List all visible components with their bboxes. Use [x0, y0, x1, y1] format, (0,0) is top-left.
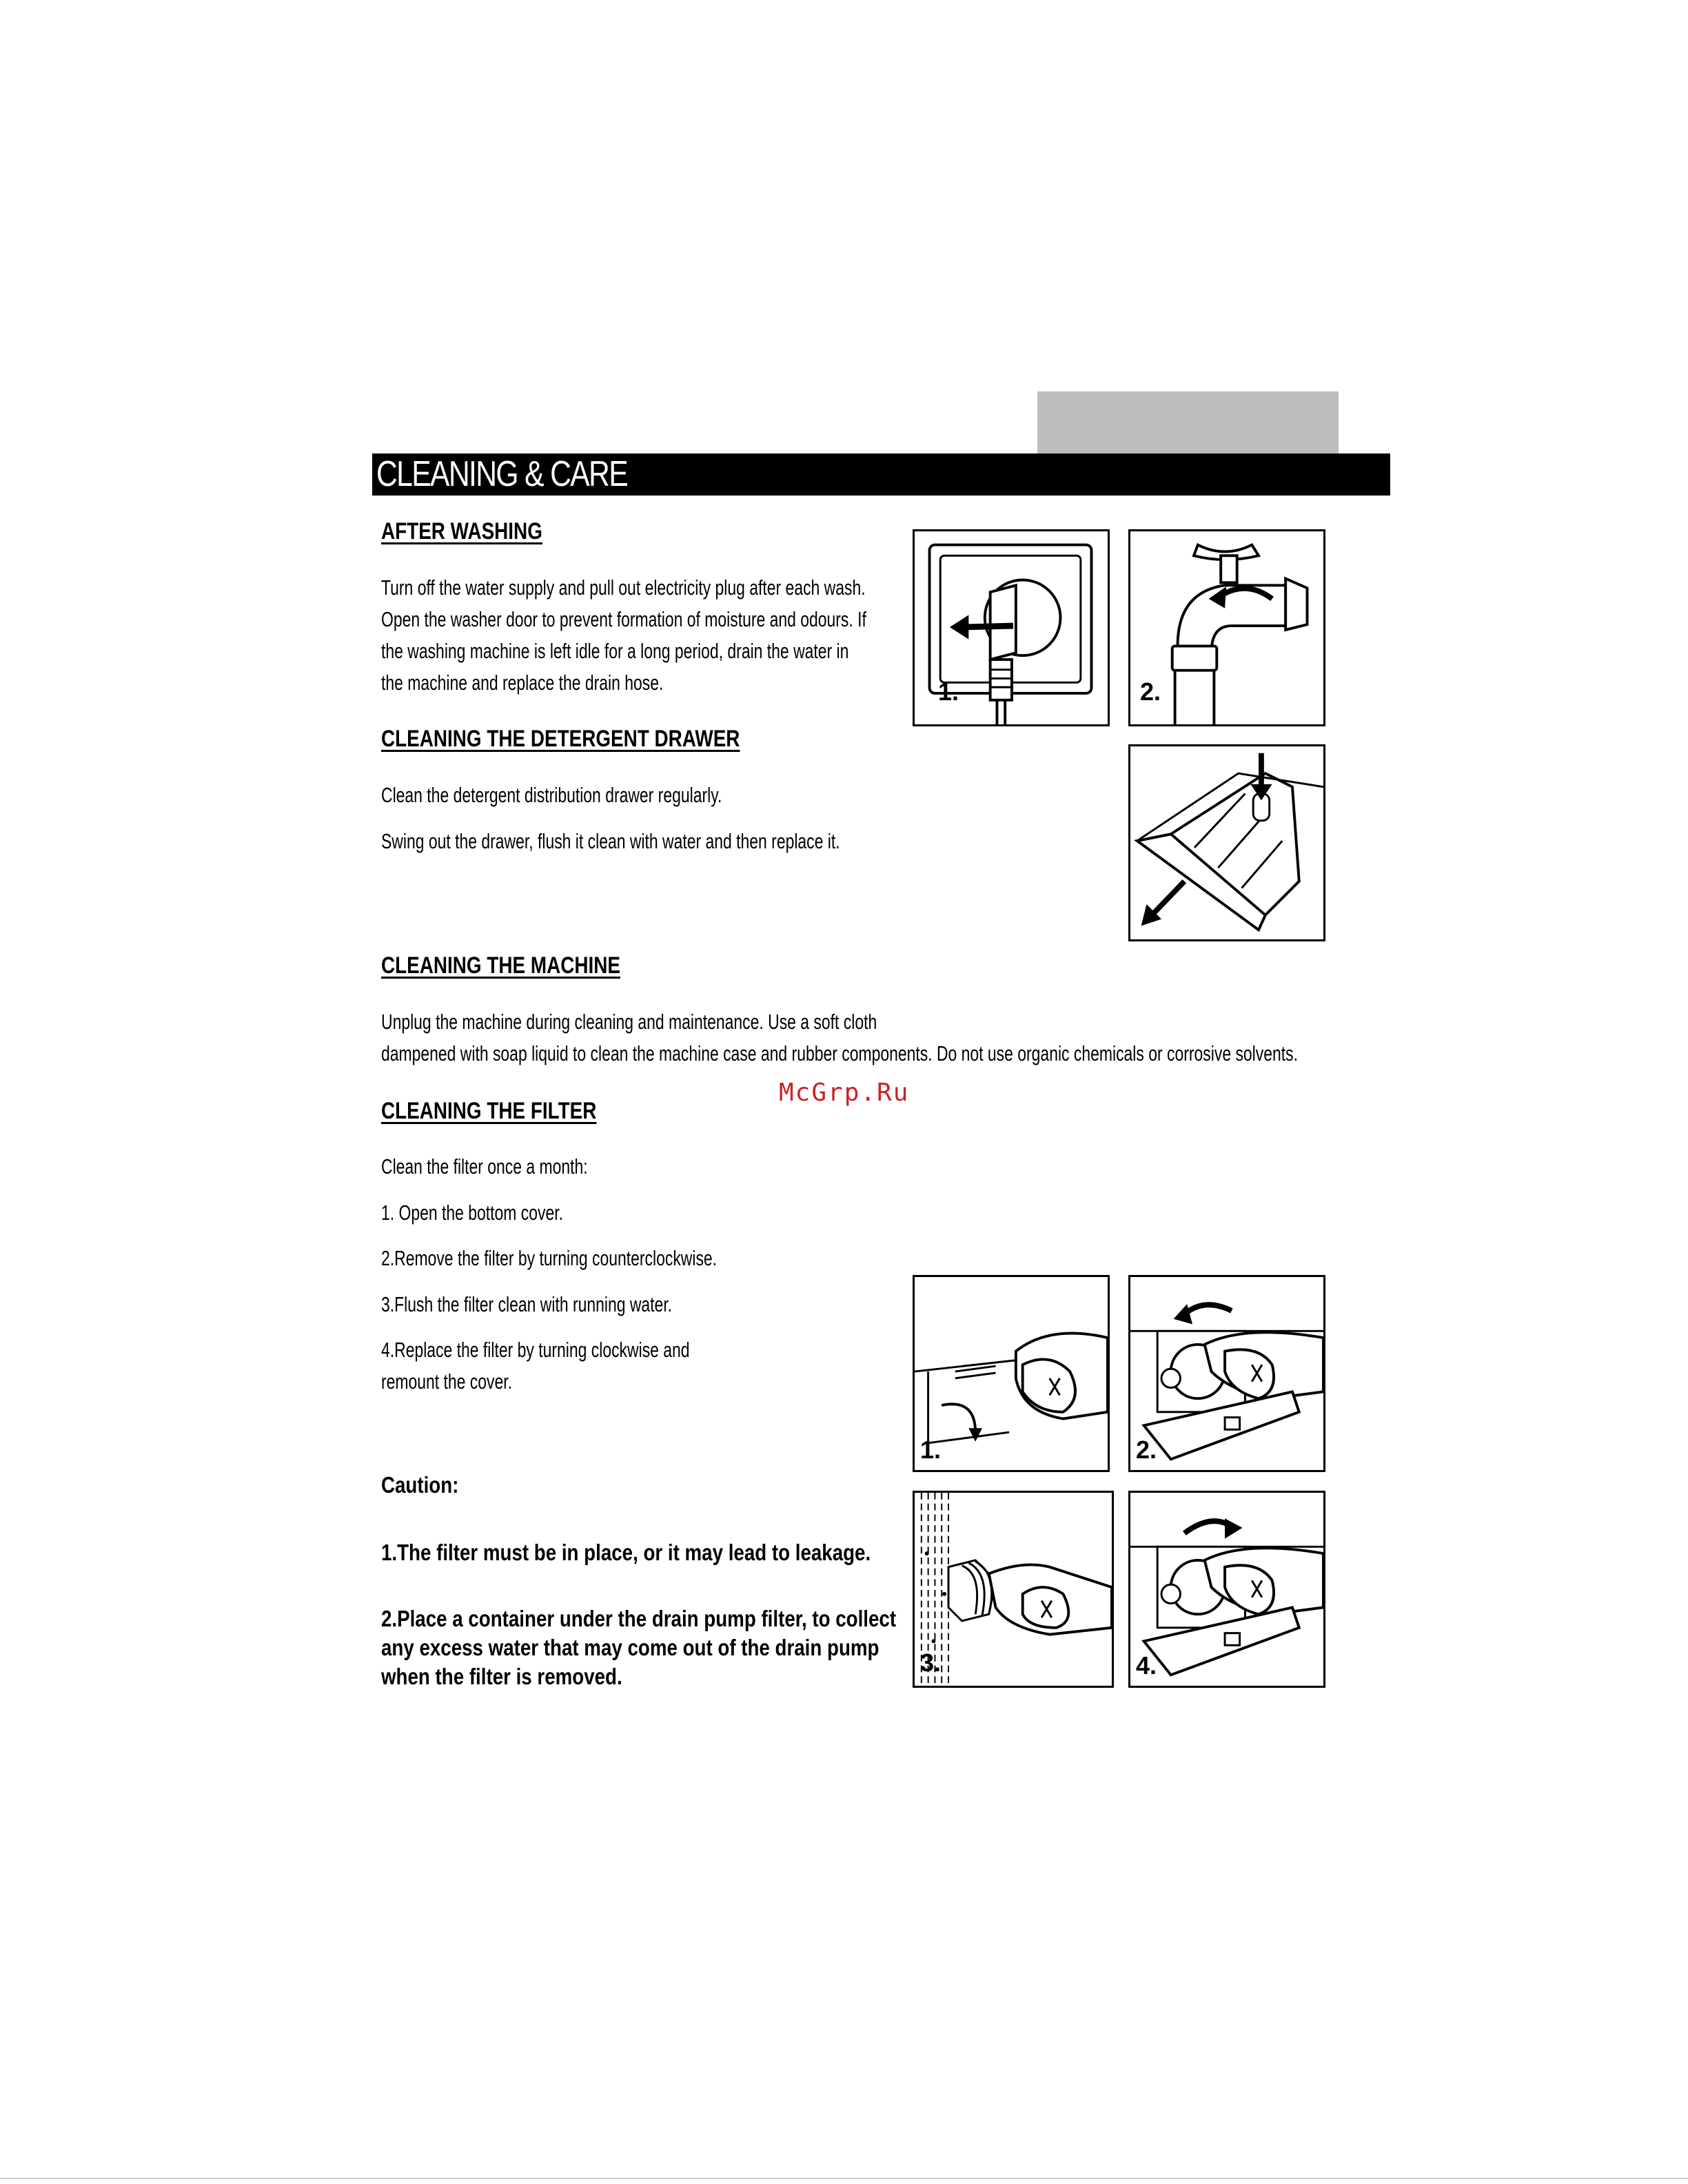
heading-cleaning-filter: CLEANING THE FILTER: [381, 1098, 597, 1124]
after-washing-line-2: Open the washer door to prevent formation of moisture and odours. If: [381, 607, 866, 631]
filter-line-1: Clean the filter once a month:: [381, 1154, 588, 1178]
watermark: McGrp.Ru: [779, 1079, 910, 1107]
title-bar: [372, 453, 1390, 496]
caution-item-2-line-1: 2.Place a container under the drain pump filter, to collect: [381, 1606, 897, 1631]
header-gray-tab: [1037, 391, 1339, 453]
after-washing-line-1: Turn off the water supply and pull out electricity plug after each wash.: [381, 575, 866, 600]
filter-step-4-cont: remount the cover.: [381, 1369, 512, 1394]
figure-label: 3.: [920, 1649, 942, 1677]
machine-line-2: dampened with soap liquid to clean the machine case and rubber components. Do not use organic chemicals or corrosive solvents.: [381, 1041, 1298, 1065]
figure-water-tap: [1128, 529, 1325, 726]
vertical-dots-icon: [1669, 458, 1678, 497]
remove-filter-illustration: [1130, 1277, 1323, 1470]
figure-detergent-drawer: [1128, 744, 1325, 941]
figure-label: 2.: [1140, 677, 1161, 706]
filter-step-4: 4.Replace the filter by turning clockwise and: [381, 1338, 690, 1362]
figure-filter-step-3: [913, 1491, 1114, 1688]
caution-item-1: 1.The filter must be in place, or it may lead to leakage.: [381, 1540, 871, 1565]
heading-after-washing: AFTER WASHING: [381, 518, 542, 544]
figure-filter-step-4: [1128, 1491, 1325, 1688]
page-title: CLEANING & CARE: [376, 454, 627, 494]
figure-filter-step-2: [1128, 1275, 1325, 1472]
detergent-line-1: Clean the detergent distribution drawer regularly.: [381, 783, 722, 807]
figure-filter-step-1: [913, 1275, 1110, 1472]
filter-step-2: 2.Remove the filter by turning counterclockwise.: [381, 1246, 718, 1270]
after-washing-line-4: the machine and replace the drain hose.: [381, 671, 664, 695]
detergent-line-2: Swing out the drawer, flush it clean with water and then replace it.: [381, 829, 840, 853]
figure-label: 2.: [1136, 1436, 1157, 1464]
filter-step-3: 3.Flush the filter clean with running water.: [381, 1292, 673, 1316]
bottom-divider: [0, 2178, 1688, 2179]
figure-label: 4.: [1136, 1651, 1157, 1680]
flush-filter-illustration: [915, 1493, 1112, 1686]
figure-label: 1.: [920, 1436, 942, 1464]
heading-cleaning-machine: CLEANING THE MACHINE: [381, 952, 620, 979]
heading-detergent-drawer: CLEANING THE DETERGENT DRAWER: [381, 726, 740, 752]
figure-unplug: [913, 529, 1110, 726]
detergent-drawer-illustration: [1130, 746, 1323, 939]
caution-label: Caution:: [381, 1472, 459, 1498]
open-cover-illustration: [915, 1277, 1108, 1470]
replace-filter-illustration: [1130, 1493, 1323, 1686]
figure-label: 1.: [938, 677, 959, 706]
caution-item-2-line-3: when the filter is removed.: [381, 1664, 622, 1689]
caution-item-2-line-2: any excess water that may come out of the drain pump: [381, 1635, 879, 1660]
after-washing-line-3: the washing machine is left idle for a long period, drain the water in: [381, 639, 849, 663]
filter-step-1: 1. Open the bottom cover.: [381, 1201, 563, 1225]
machine-line-1: Unplug the machine during cleaning and maintenance. Use a soft cloth: [381, 1010, 877, 1034]
